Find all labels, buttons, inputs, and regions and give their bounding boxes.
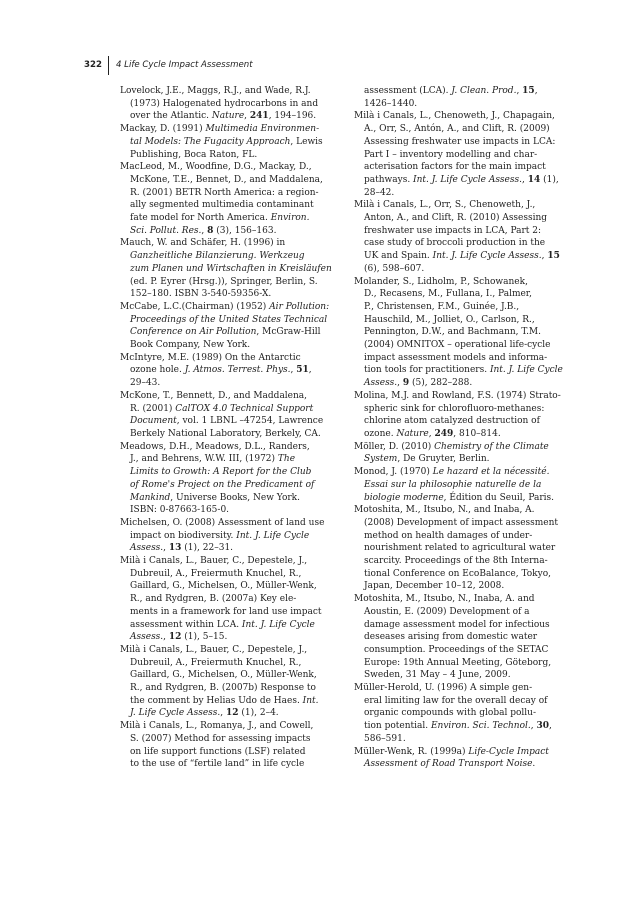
reference-line: Hauschild, M., Jolliet, O., Carlson, R., (364, 314, 535, 325)
reference-line: 29–43. (130, 378, 161, 389)
reference-entry (354, 110, 578, 199)
reference-line: over the Atlantic. Nature, 241, 194–196. (130, 111, 317, 122)
reference-line: acterisation factors for the main impact (364, 162, 546, 173)
reference-line: McKone, T., Bennett, D., and Maddalena, (120, 390, 308, 401)
reference-entry (354, 441, 578, 466)
reference-entry (354, 593, 578, 682)
reference-entry (120, 555, 344, 644)
reference-line: Motoshita, M., Itsubo, N., Inaba, A. and (354, 594, 535, 605)
reference-entry (120, 85, 344, 123)
reference-line: (1973) Halogenated hydrocarbons in and (130, 98, 319, 109)
reference-line: tional Conference on EcoBalance, Tokyo, (364, 568, 551, 579)
reference-line: J., and Behrens, W.W. III, (1972) The (130, 454, 296, 465)
reference-line: impact assessment models and informa- (364, 352, 548, 363)
reference-line: Essai sur la philosophie naturelle de la (364, 479, 542, 490)
page-number: 322 (84, 60, 102, 70)
reference-line: tal Models: The Fugacity Approach, Lewis (130, 136, 323, 147)
reference-line: 28–42. (364, 187, 395, 198)
reference-line: assessment (LCA). J. Clean. Prod., 15, (364, 86, 538, 96)
reference-entry (120, 644, 344, 720)
reference-line: Molina, M.J. and Rowland, F.S. (1974) Strato- (354, 390, 561, 401)
reference-line: Gaillard, G., Michelsen, O., Müller-Wenk, (130, 581, 317, 592)
reference-line: damage assessment model for infectious (364, 619, 550, 630)
reference-line: J. Life Cycle Assess., 12 (1), 2–4. (130, 708, 279, 719)
reference-line: Document, vol. 1 LBNL –47254, Lawrence (130, 416, 324, 427)
reference-entry (120, 352, 344, 390)
reference-line: Publishing, Boca Raton, FL. (130, 149, 258, 160)
reference-line: Sci. Pollut. Res., 8 (3), 156–163. (130, 225, 277, 236)
reference-line: 152–180. ISBN 3-540-59356-X. (130, 289, 272, 300)
reference-line: Pennington, D.W., and Bachmann, T.M. (364, 327, 542, 338)
reference-line: eral limiting law for the overall decay of (364, 695, 548, 706)
reference-line: Mankind, Universe Books, New York. (130, 492, 300, 503)
reference-line: Assessing freshwater use impacts in LCA: (364, 136, 556, 147)
reference-line: Müller-Herold, U. (1996) A simple gen- (354, 683, 533, 694)
reference-line: to the use of “fertile land” in life cycle (130, 759, 305, 770)
reference-line: (2008) Development of impact assessment (364, 517, 559, 528)
reference-entry (354, 390, 578, 441)
reference-line: P., Christensen, F.M., Guinée, J.B., (364, 301, 520, 312)
reference-line: MacLeod, M., Woodfine, D.G., Mackay, D., (120, 162, 312, 173)
reference-line: R., and Rydgren, B. (2007a) Key ele- (130, 594, 297, 605)
reference-line: McCabe, L.C.(Chairman) (1952) Air Pollution: (120, 301, 330, 312)
reference-entry (120, 301, 344, 352)
reference-line: Lovelock, J.E., Maggs, R.J., and Wade, R.J. (120, 86, 311, 96)
reference-line: Book Company, New York. (130, 340, 251, 351)
reference-line: Berkely National Laboratory, Berkely, CA. (130, 428, 321, 439)
reference-line: Müller-Wenk, R. (1999a) Life-Cycle Impact (354, 746, 549, 757)
reference-line: biologie moderne, Édition du Seuil, Paris. (364, 492, 555, 503)
reference-line: Dubreuil, A., Freiermuth Knuchel, R., (130, 657, 302, 668)
reference-line: Anton, A., and Clift, R. (2010) Assessing (364, 213, 548, 224)
reference-entry (120, 161, 344, 237)
reference-line: Assessment of Road Transport Noise. (364, 759, 536, 770)
reference-line: Motoshita, M., Itsubo, N., and Inaba, A. (354, 505, 535, 516)
reference-line: deseases arising from domestic water (364, 632, 538, 643)
reference-line: ments in a framework for land use impact (130, 606, 322, 617)
reference-line: assessment within LCA. Int. J. Life Cycle (130, 619, 315, 630)
reference-line: Gaillard, G., Michelsen, O., Müller-Wenk, (130, 670, 317, 681)
reference-entry (354, 682, 578, 746)
reference-entry (354, 85, 578, 110)
reference-line: Möller, D. (2010) Chemistry of the Climate (354, 441, 549, 452)
reference-entry (120, 123, 344, 161)
reference-line: Assess., 13 (1), 22–31. (130, 543, 234, 554)
reference-entry (354, 199, 578, 275)
reference-line: ISBN: 0-87663-165-0. (130, 505, 230, 516)
reference-line: R., and Rydgren, B. (2007b) Response to (130, 683, 316, 694)
reference-line: Mackay, D. (1991) Multimedia Environmen- (120, 124, 320, 135)
reference-entry (120, 237, 344, 301)
reference-line: Part I – inventory modelling and char- (364, 149, 538, 160)
reference-line: chlorine atom catalyzed destruction of (364, 416, 540, 427)
reference-line: 586–591. (364, 733, 406, 744)
reference-line: freshwater use impacts in LCA, Part 2: (364, 225, 542, 236)
reference-line: McKone, T.E., Bennet, D., and Maddalena, (130, 174, 323, 185)
reference-entry (354, 276, 578, 390)
reference-line: on life support functions (LSF) related (130, 746, 306, 757)
reference-line: (ed. P. Eyrer (Hrsg.)), Springer, Berlin, S. (130, 276, 318, 287)
running-head: 4 Life Cycle Impact Assessment (115, 60, 253, 70)
reference-line: Molander, S., Lidholm, P., Schowanek, (354, 276, 528, 287)
reference-line: (6), 598–607. (364, 263, 425, 274)
reference-line: D., Recasens, M., Fullana, I., Palmer, (364, 289, 532, 300)
reference-line: A., Orr, S., Antón, A., and Clift, R. (2009) (364, 124, 550, 135)
reference-entry (120, 517, 344, 555)
reference-line: UK and Spain. Int. J. Life Cycle Assess., 15 (364, 251, 560, 262)
reference-entry (120, 720, 344, 771)
reference-line: Michelsen, O. (2008) Assessment of land use (120, 517, 325, 528)
reference-line: case study of broccoli production in the (364, 238, 546, 249)
reference-line: Europe: 19th Annual Meeting, Göteborg, (364, 657, 552, 668)
reference-line: R. (2001) CalTOX 4.0 Technical Support (130, 403, 314, 414)
reference-line: R. (2001) BETR North America: a region- (130, 187, 319, 198)
reference-line: Milà i Canals, L., Orr, S., Chenoweth, J., (354, 200, 536, 211)
reference-entry (354, 746, 578, 771)
reference-line: Dubreuil, A., Freiermuth Knuchel, R., (130, 568, 302, 579)
reference-line: Mauch, W. and Schäfer, H. (1996) in (120, 238, 286, 249)
reference-line: Proceedings of the United States Technical (130, 314, 328, 325)
reference-line: Limits to Growth: A Report for the Club (130, 467, 312, 478)
reference-line: System, De Gruyter, Berlin. (364, 454, 490, 465)
reference-line: Japan, December 10–12, 2008. (364, 581, 505, 592)
reference-line: 1426–1440. (364, 98, 418, 109)
reference-line: ozone hole. J. Atmos. Terrest. Phys., 51, (130, 365, 312, 376)
reference-entry (354, 504, 578, 593)
reference-line: nourishment related to agricultural water (364, 543, 556, 554)
reference-line: method on health damages of under- (364, 530, 533, 541)
reference-column-right (354, 85, 578, 771)
reference-line: organic compounds with global pollu- (364, 708, 536, 719)
reference-line: ozone. Nature, 249, 810–814. (364, 428, 501, 439)
reference-line: Milà i Canals, L., Romanya, J., and Cowell, (120, 721, 314, 732)
reference-line: consumption. Proceedings of the SETAC (364, 644, 549, 655)
reference-line: S. (2007) Method for assessing impacts (130, 733, 311, 744)
reference-entry (120, 441, 344, 517)
reference-line: zum Planen und Wirtschaften in Kreisläufen (130, 263, 332, 274)
reference-line: Sweden, 31 May – 4 June, 2009. (364, 670, 511, 681)
reference-entry (120, 390, 344, 441)
page-header (84, 57, 253, 73)
reference-line: Conference on Air Pollution, McGraw-Hill (130, 327, 321, 338)
reference-entry (354, 466, 578, 504)
reference-line: tion tools for practitioners. Int. J. Life Cycle (364, 365, 563, 376)
reference-line: McIntyre, M.E. (1989) On the Antarctic (120, 352, 301, 363)
reference-line: ally segmented multimedia contaminant (130, 200, 314, 211)
reference-line: fate model for North America. Environ. (130, 213, 310, 224)
reference-line: pathways. Int. J. Life Cycle Assess., 14 (1), (364, 174, 559, 185)
reference-line: Monod, J. (1970) Le hazard et la nécessité. (354, 467, 550, 478)
reference-line: Aoustin, E. (2009) Development of a (364, 606, 530, 617)
reference-line: Assess., 12 (1), 5–15. (130, 632, 228, 643)
reference-line: Ganzheitliche Bilanzierung. Werkzeug (130, 251, 305, 262)
reference-line: impact on biodiversity. Int. J. Life Cycle (130, 530, 310, 541)
reference-line: of Rome's Project on the Predicament of (130, 479, 315, 490)
reference-line: (2004) OMNITOX – operational life-cycle (364, 340, 551, 351)
reference-line: scarcity. Proceedings of the 8th Interna- (364, 556, 548, 567)
reference-line: the comment by Helias Udo de Haes. Int. (130, 695, 319, 706)
reference-line: spheric sink for chlorofluoro-methanes: (364, 403, 545, 414)
reference-line: tion potential. Environ. Sci. Technol., 30, (364, 721, 552, 732)
reference-column-left (120, 85, 344, 771)
reference-line: Assess., 9 (5), 282–288. (364, 378, 473, 389)
header-divider (108, 56, 109, 75)
reference-line: Meadows, D.H., Meadows, D.L., Randers, (120, 441, 310, 452)
reference-line: Milà i Canals, L., Bauer, C., Depestele, J., (120, 556, 308, 567)
reference-line: Milà i Canals, L., Bauer, C., Depestele, J., (120, 644, 308, 655)
reference-line: Milà i Canals, L., Chenoweth, J., Chapagain, (354, 111, 555, 122)
